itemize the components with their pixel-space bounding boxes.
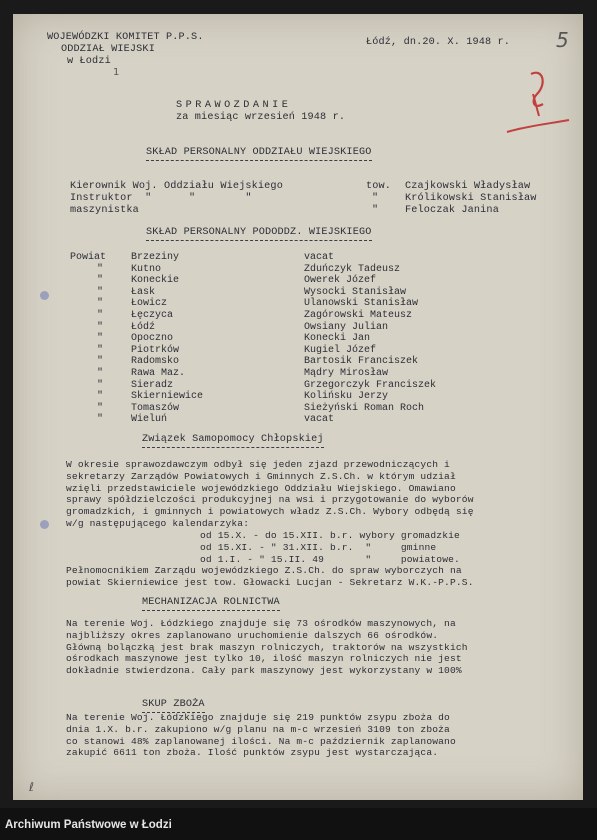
folio-number: 5 — [556, 28, 569, 52]
paragraph-line: gromadzkich, i gminnych i powiatowych władz Z.S.Ch. Wybory odbędą się — [66, 506, 474, 518]
district-name: Kutno — [131, 263, 162, 275]
paragraph-line: sprawy spółdzielczości produkcyjnej na wsi i przygotowanie do wyborów — [66, 494, 474, 506]
district-secretary: vacat — [304, 414, 335, 426]
paragraph-line: dokładnie stwierdzona. Cały park maszynowy jest wykorzystany w 100% — [66, 665, 462, 677]
district-secretary: vacat — [304, 252, 335, 263]
district-name: Piotrków — [131, 344, 180, 356]
staff-role-3: maszynistka — [70, 205, 139, 216]
paragraph-line: zakupić 6611 ton zboża. Ilość punktów zsypu jest wystarczająca. — [66, 747, 439, 759]
district-secretary: Konecki Jan — [304, 333, 371, 345]
paragraph-line: najbliższy okres zaplanowano uruchomienie dalszych 66 ośrodków. — [66, 629, 439, 641]
district-ditto-mark: " — [97, 391, 104, 403]
district-secretary: Grzegorczyk Franciszek — [304, 379, 437, 391]
district-name: Łęczyca — [131, 310, 174, 321]
paragraph-line: Na terenie Woj. Łódzkiego znajduje się 73 ośrodków maszynowych, na — [66, 618, 456, 629]
district-name: Łowicz — [131, 298, 168, 310]
staff-prefix-3: " — [372, 205, 379, 216]
district-ditto-mark: " — [97, 321, 104, 333]
district-secretary: Kugiel Józef — [304, 344, 377, 356]
district-ditto-mark: " — [97, 310, 104, 321]
paragraph-line: co stanowi 48% zaplanowanej ilości. Na m-c październik zaplanowano — [66, 735, 456, 747]
district-ditto-mark: " — [97, 356, 104, 368]
paragraph-line: Pełnomocnikiem Zarządu wojewódzkiego Z.S.Ch. do spraw wyborczych na — [66, 565, 462, 576]
org-line-1: WOJEWÓDZKI KOMITET P.P.S. — [47, 32, 204, 43]
report-title: SPRAWOZDANIE — [176, 100, 292, 111]
district-name: Tomaszów — [131, 402, 180, 414]
paragraph-line: wzięli przedstawiciele wojewódzkiego Oddziału Wiejskiego. Omawiano — [66, 482, 456, 494]
suboffice-heading: SKŁAD PERSONALNY PODODDZ. WIEJSKIEGO — [146, 227, 372, 241]
schedule-line: od 15.X. - do 15.XII. b.r. wybory gromadzkie — [200, 530, 460, 541]
district-name: Rawa Maz. — [131, 368, 186, 379]
district-secretary: Mądry Mirosław — [304, 368, 389, 379]
district-ditto-mark: " — [97, 263, 104, 275]
district-ditto-mark: " — [97, 298, 104, 310]
district-ditto-mark: " — [97, 379, 104, 391]
pencil-scribble: ℓ — [29, 780, 34, 794]
staff-heading: SKŁAD PERSONALNY ODDZIAŁU WIEJSKIEGO — [146, 147, 372, 161]
schedule-line: od 15.XI. - " 31.XII. b.r. " gminne — [200, 541, 437, 553]
district-ditto-mark: " — [97, 344, 104, 356]
grain-heading: SKUP ZBOŻA — [142, 699, 205, 713]
district-ditto-mark: " — [97, 333, 104, 345]
paragraph-line: sekretarzy Zarządów Powiatowych i Gminnych Z.S.Ch. w którym udział — [66, 470, 456, 482]
paragraph-line: w/g następującego kalendarzyka: — [66, 518, 250, 529]
district-name: Koneckie — [131, 275, 180, 287]
punch-hole — [40, 291, 49, 300]
paragraph-line: W okresie sprawozdawczym odbył się jeden zjazd przewodniczących i — [66, 459, 450, 470]
district-secretary: Zduńczyk Tadeusz — [304, 263, 401, 275]
district-name: Wieluń — [131, 414, 168, 426]
place-date: Łódź, dn.20. X. 1948 r. — [366, 37, 511, 48]
staff-name-2: Królikowski Stanisław — [405, 193, 537, 204]
district-secretary: Wysocki Stanisław — [304, 286, 407, 298]
paragraph-line: dnia 1.X. b.r. zakupiono w/g planu na m-c wrzesień 3109 ton zboża — [66, 723, 450, 735]
paragraph-line: powiat Skierniewice jest tow. Głowacki Lucjan - Sekretarz W.K.-P.P.S. — [66, 576, 474, 588]
district-ditto-mark: " — [97, 286, 104, 298]
paragraph-line: Na terenie Woj. Łódzkiego znajduje się 219 punktów zsypu zboża do — [66, 712, 450, 723]
staff-prefix-1: tow. — [366, 181, 392, 192]
paragraph-line: ośrodkach maszynowe jest tylko 10, ilość maszyn rolniczych nie jest — [66, 653, 462, 665]
document-page — [13, 14, 583, 800]
pencil-mark: 1 — [113, 67, 120, 78]
zsch-heading: Związek Samopomocy Chłopskiej — [142, 434, 324, 448]
district-name: Skierniewice — [131, 391, 204, 403]
district-column-label: Powiat — [70, 252, 107, 263]
archive-label: Archiwum Państwowe w Łodzi — [5, 819, 172, 831]
district-ditto-mark: " — [97, 368, 104, 379]
org-line-3: w Łodzi — [67, 56, 111, 67]
staff-prefix-2: " — [372, 193, 379, 204]
district-name: Łask — [131, 286, 156, 298]
schedule-line: od 1.I. - " 15.II. 49 " powiatowe. — [200, 553, 460, 565]
org-line-2: ODDZIAŁ WIEJSKI — [61, 44, 155, 55]
staff-name-1: Czajkowski Władysław — [405, 181, 531, 192]
district-name: Sieradz — [131, 379, 174, 391]
district-secretary: Zagórowski Mateusz — [304, 310, 413, 321]
district-name: Opoczno — [131, 333, 174, 345]
staff-role-1: Kierownik Woj. Oddziału Wiejskiego — [70, 181, 283, 192]
red-pencil-annotation — [503, 64, 573, 144]
district-name: Brzeziny — [131, 252, 180, 263]
district-secretary: Owsiany Julian — [304, 321, 389, 333]
district-ditto-mark: " — [97, 275, 104, 287]
district-secretary: Bartosik Franciszek — [304, 356, 419, 368]
district-secretary: Owerek Józef — [304, 275, 377, 287]
district-secretary: Ulanowski Stanisław — [304, 298, 419, 310]
staff-role-2: Instruktor " " " — [70, 193, 252, 204]
report-subtitle: za miesiąc wrzesień 1948 r. — [176, 112, 346, 123]
district-secretary: Sieżyński Roman Roch — [304, 402, 425, 414]
mechanization-heading: MECHANIZACJA ROLNICTWA — [142, 597, 280, 611]
district-name: Radomsko — [131, 356, 180, 368]
archive-footer — [0, 808, 597, 840]
district-name: Łódź — [131, 321, 156, 333]
paragraph-line: Główną bolączką jest brak maszyn rolniczych, traktorów na wszystkich — [66, 641, 468, 653]
district-ditto-mark: " — [97, 402, 104, 414]
district-ditto-mark: " — [97, 414, 104, 426]
district-secretary: Kolińsku Jerzy — [304, 391, 389, 403]
punch-hole — [40, 520, 49, 529]
staff-name-3: Feloczak Janina — [405, 205, 499, 216]
